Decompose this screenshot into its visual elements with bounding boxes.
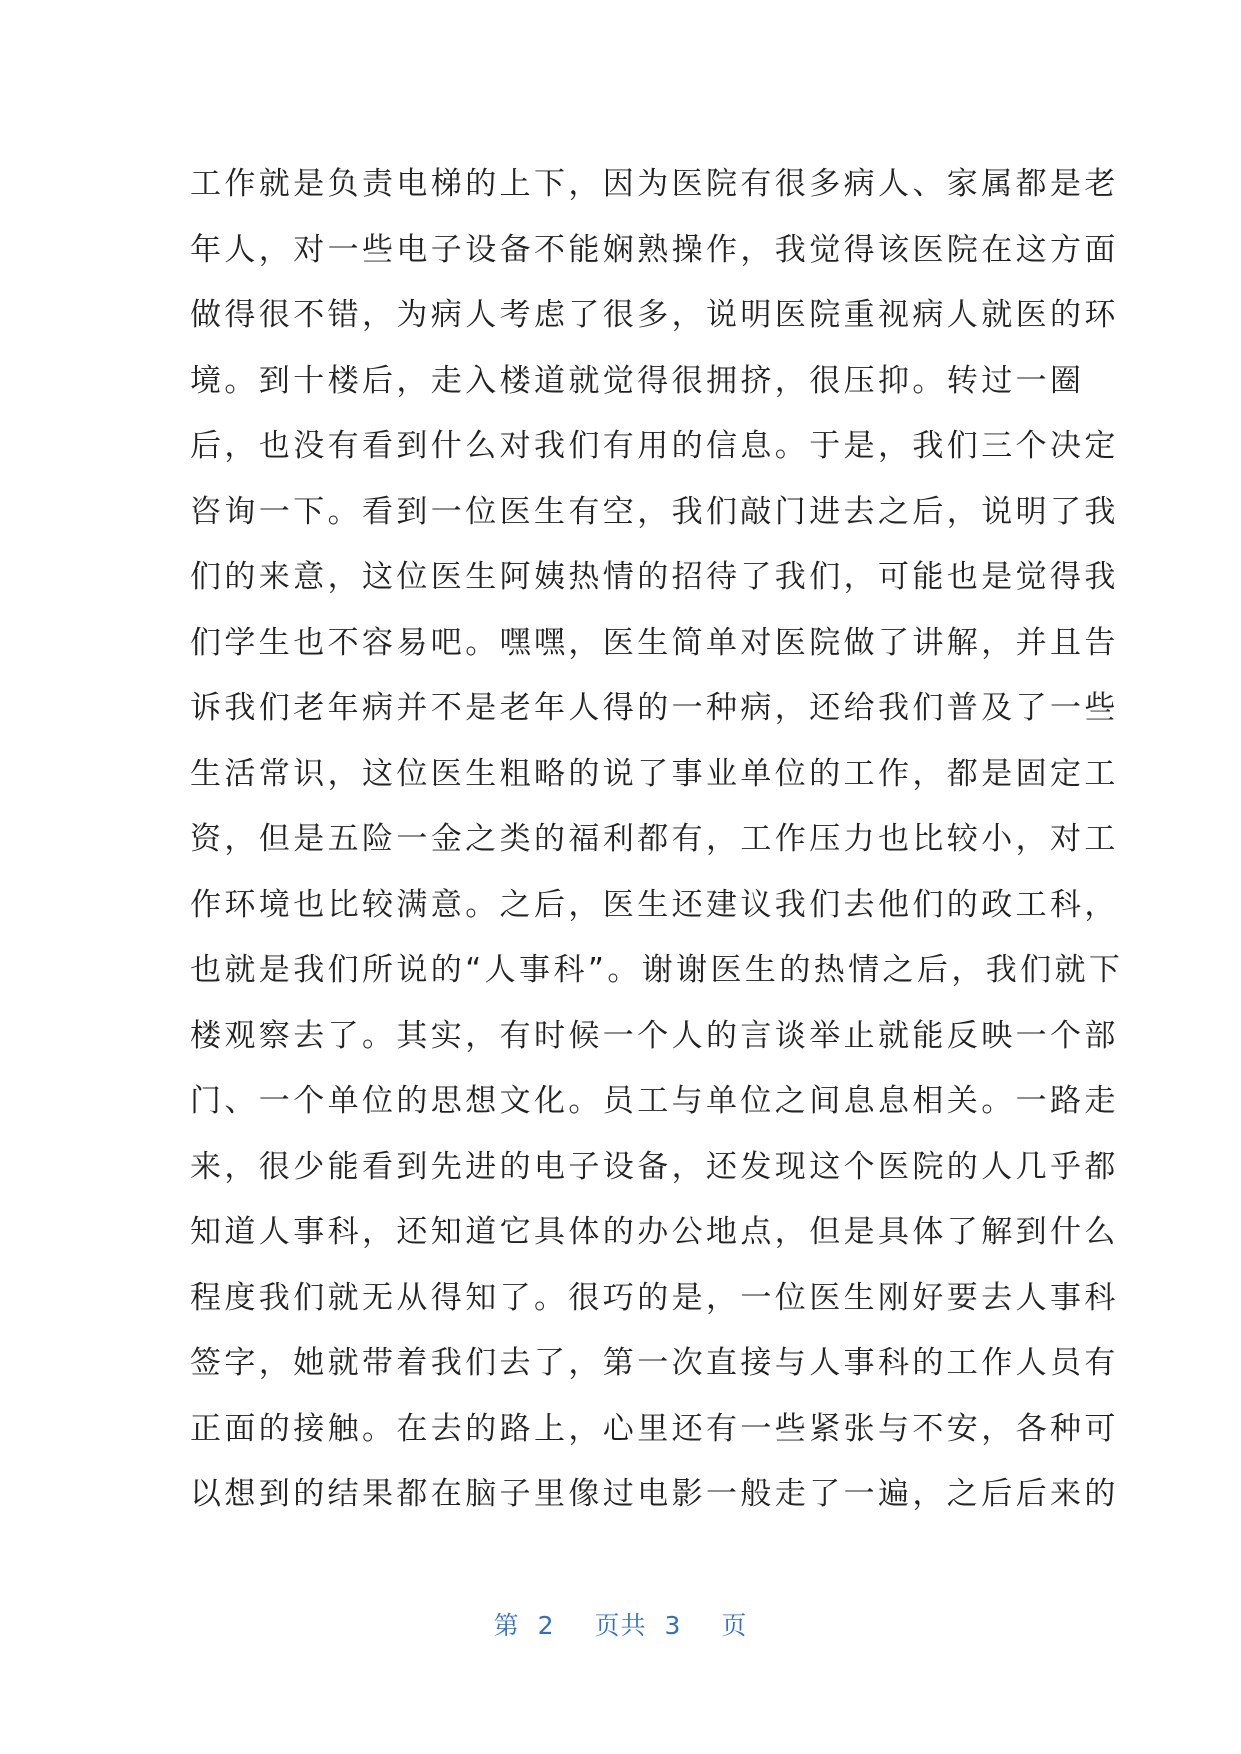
text-line: 境。到十楼后，走入楼道就觉得很拥挤，很压抑。转过一圈 — [190, 362, 1085, 399]
text-line: 门、一个单位的思想文化。员工与单位之间息息相关。一路走 — [190, 1083, 1119, 1119]
page-footer — [0, 1606, 1241, 1642]
text-line: 咨询一下。看到一位医生有空，我们敲门进去之后，说明了我 — [190, 493, 1119, 530]
text-line: 们的来意，这位医生阿姨热情的招待了我们，可能也是觉得我 — [190, 559, 1119, 595]
footer-prefix: 第 — [493, 1611, 520, 1640]
text-line: 年人，对一些电子设备不能娴熟操作，我觉得该医院在这方面 — [190, 231, 1119, 268]
text-line: 签字，她就带着我们去了，第一次直接与人事科的工作人员有 — [190, 1345, 1119, 1381]
text-line: 楼观察去了。其实，有时候一个人的言谈举止就能反映一个部 — [190, 1017, 1119, 1054]
text-line: 资，但是五险一金之类的福利都有，工作压力也比较小，对工 — [190, 821, 1119, 857]
text-line: 作环境也比较满意。之后，医生还建议我们去他们的政工科， — [190, 886, 1119, 923]
text-line: 生活常识，这位医生粗略的说了事业单位的工作，都是固定工 — [190, 755, 1119, 792]
total-page-number: 3 — [664, 1611, 682, 1640]
text-line: 工作就是负责电梯的上下，因为医院有很多病人、家属都是老 — [190, 166, 1119, 202]
text-line: 们学生也不容易吧。嘿嘿，医生简单对医院做了讲解，并且告 — [190, 624, 1119, 661]
text-line: 也就是我们所说的“人事科”。谢谢医生的热情之后，我们就下 — [190, 952, 1124, 988]
text-line: 正面的接触。在去的路上，心里还有一些紧张与不安，各种可 — [190, 1410, 1119, 1447]
footer-middle: 页共 — [594, 1611, 647, 1640]
body-text — [190, 152, 1124, 1528]
text-line: 知道人事科，还知道它具体的办公地点，但是具体了解到什么 — [190, 1214, 1119, 1250]
text-line: 程度我们就无从得知了。很巧的是，一位医生刚好要去人事科 — [190, 1279, 1119, 1316]
text-line: 以想到的结果都在脑子里像过电影一般走了一遍，之后后来的 — [190, 1476, 1119, 1512]
text-line: 诉我们老年病并不是老年人得的一种病，还给我们普及了一些 — [190, 690, 1119, 726]
current-page-number: 2 — [537, 1611, 555, 1640]
footer-suffix: 页 — [721, 1611, 748, 1640]
text-line: 后，也没有看到什么对我们有用的信息。于是，我们三个决定 — [190, 428, 1119, 464]
text-line: 来，很少能看到先进的电子设备，还发现这个医院的人几乎都 — [190, 1148, 1119, 1185]
text-line: 做得很不错，为病人考虑了很多，说明医院重视病人就医的环 — [190, 297, 1119, 333]
